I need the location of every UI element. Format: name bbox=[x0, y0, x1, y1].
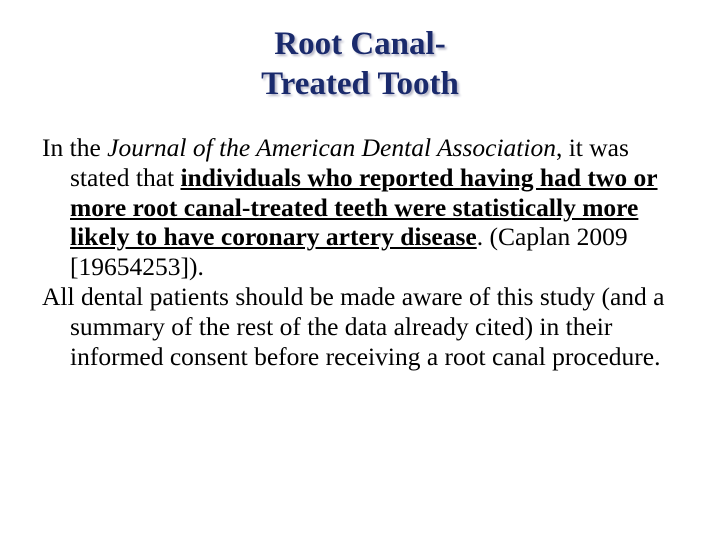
paragraph-1-lead: In the bbox=[42, 133, 108, 162]
slide-body bbox=[42, 133, 682, 371]
paragraph-2: All dental patients should be made aware of this study (and a summary of the rest of the data already cited) in their informed consent before receiving a root canal procedure. bbox=[42, 281, 665, 371]
key-finding: individuals who reported having had two or more root canal-treated teeth were statistically more likely to have coronary artery disease bbox=[70, 162, 658, 252]
journal-name: Journal of the American Dental Association bbox=[107, 133, 556, 162]
title-line-1: Root Canal- bbox=[274, 26, 446, 62]
title-line-2: Treated Tooth bbox=[261, 66, 459, 102]
slide-title bbox=[0, 24, 720, 104]
paragraph-1-mid: , it was stated that bbox=[70, 133, 629, 192]
paragraph-1-citation: . (Caplan 2009 [19654253]). bbox=[70, 222, 628, 282]
paragraph-1 bbox=[42, 133, 682, 282]
